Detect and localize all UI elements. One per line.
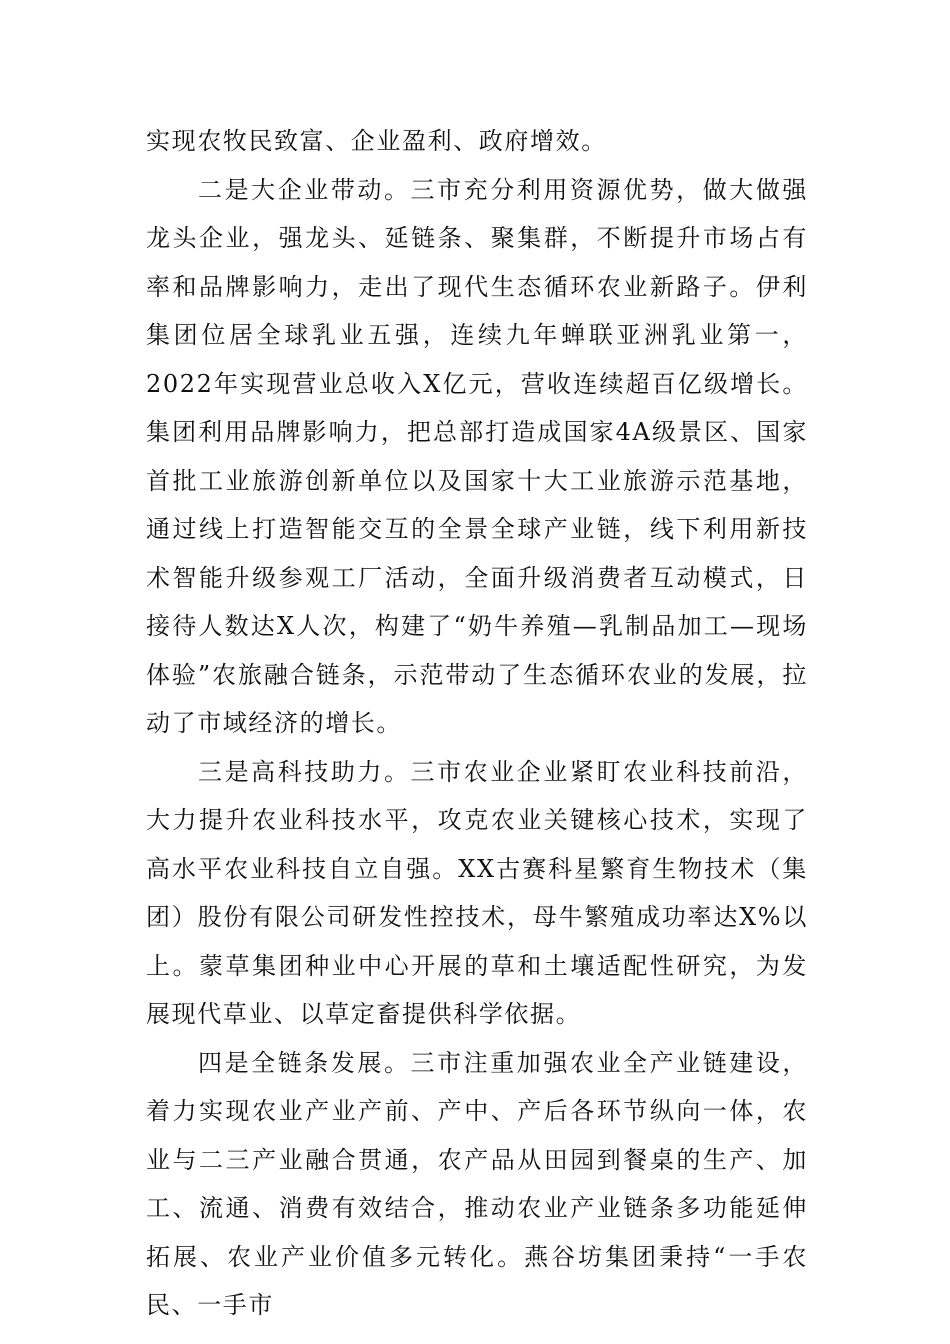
paragraph-continuation: 实现农牧民致富、企业盈利、政府增效。 [146, 127, 607, 155]
document-body [146, 117, 808, 1330]
paragraph-full-chain: 四是全链条发展。三市注重加强农业全产业链建设，着力实现农业产业产前、产中、产后各环节纵向一体，农业与二三产业融合贯通，农产品从田园到餐桌的生产、加工、流通、消费有效结合，推动农业产业链条多功能延伸拓展、农业产业价值多元转化。燕谷坊集团秉持“一手农民、一手市 [146, 1048, 808, 1319]
paragraph-high-tech: 三是高科技助力。三市农业企业紧盯农业科技前沿，大力提升农业科技水平，攻克农业关键核心技术，实现了高水平农业科技自立自强。XX古赛科星繁育生物技术（集团）股份有限公司研发性控技术，母牛繁殖成功率达X%以上。蒙草集团种业中心开展的草和土壤适配性研究，为发展现代草业、以草定畜提供科学依据。 [146, 757, 808, 1028]
paragraph-large-enterprise: 二是大企业带动。三市充分利用资源优势，做大做强龙头企业，强龙头、延链条、聚集群，不断提升市场占有率和品牌影响力，走出了现代生态循环农业新路子。伊利集团位居全球乳业五强，连续九年蝉联亚洲乳业第一，2022年实现营业总收入X亿元，营收连续超百亿级增长。集团利用品牌影响力，把总部打造成国家4A级景区、国家首批工业旅游创新单位以及国家十大工业旅游示范基地，通过线上打造智能交互的全景全球产业链，线下利用新技术智能升级参观工厂活动，全面升级消费者互动模式，日接待人数达X人次，构建了“奶牛养殖—乳制品加工—现场体验”农旅融合链条，示范带动了生态循环农业的发展，拉动了市域经济的增长。 [146, 175, 808, 737]
